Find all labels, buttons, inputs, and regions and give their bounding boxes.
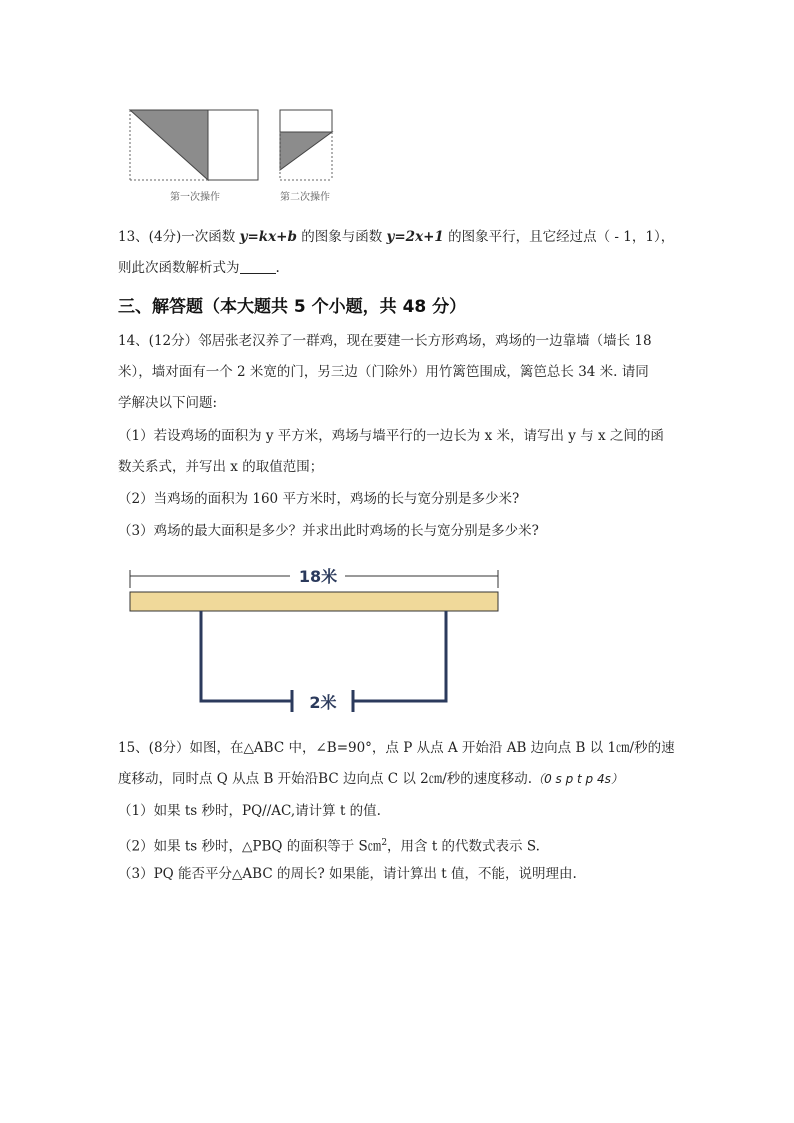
q13-text-c: 的图象平行，且它经过点（ - 1，1）， — [448, 229, 675, 245]
q14-part2: （2）当鸡场的面积为 160 平方米时，鸡场的长与宽分别是多少米? — [118, 491, 520, 507]
q15-part2 — [118, 833, 540, 857]
q13-text-d: 则此次函数解析式为 — [118, 260, 240, 276]
q15-line2 — [118, 769, 623, 789]
q13-answer-blank[interactable] — [240, 259, 276, 274]
q15-time-range: （0 s p t p 4s） — [532, 772, 623, 786]
second-op-gray-triangle — [280, 132, 332, 170]
section3-title: 三、解答题（本大题共 5 个小题，共 48 分） — [118, 297, 467, 317]
door-width-label: 2米 — [309, 693, 337, 712]
q15-part2-sup: 2 — [381, 838, 388, 848]
q14-line2: 米），墙对面有一个 2 米宽的门，另三边（门除外）用竹篱笆围成，篱笆总长 34 米. 请同 — [118, 364, 649, 380]
first-op-caption: 第一次操作 — [170, 192, 220, 203]
first-op-right-square — [208, 110, 258, 180]
first-op-gray-triangle — [130, 110, 208, 180]
q14-part1-line1: （1）若设鸡场的面积为 y 平方米，鸡场与墙平行的一边长为 x 米，请写出 y 与 x 之间的函 — [118, 428, 664, 444]
fence-right — [353, 611, 446, 701]
coop-figure — [120, 560, 510, 720]
q14-line3: 学解决以下问题: — [118, 395, 218, 411]
q15-part2-text-end: ，用含 t 的代数式表示 S. — [387, 838, 540, 855]
q13-func1: y=kx+b — [239, 229, 297, 245]
q15-part1: （1）如果 ts 秒时，PQ//AC,请计算 t 的值. — [118, 803, 381, 819]
q14-part1-line2: 数关系式，并写出 x 的取值范围； — [118, 459, 324, 475]
q13-func2: y=2x+1 — [386, 229, 444, 245]
q13-line2 — [118, 258, 280, 278]
wall-bar — [130, 592, 498, 611]
q13-text-b: 的图象与函数 — [301, 229, 383, 245]
q15-part2-text: （2）如果 ts 秒时，△PBQ 的面积等于 S㎝ — [118, 838, 382, 855]
q15-part3: （3）PQ 能否平分△ABC 的周长? 如果能，请计算出 t 值，不能，说明理由. — [118, 866, 577, 882]
q14-line1: 14、(12分）邻居张老汉养了一群鸡，现在要建一长方形鸡场，鸡场的一边靠墙（墙长 18 — [118, 333, 652, 349]
q15-line1: 15、(8分）如图，在△ABC 中，∠B=90°，点 P 从点 A 开始沿 AB 边向点 B 以 1㎝/秒的速 — [118, 740, 675, 756]
q13-text-a: 13、(4分)一次函数 — [118, 229, 236, 245]
q14-part3: （3）鸡场的最大面积是多少？并求出此时鸡场的长与宽分别是多少米? — [118, 523, 539, 539]
q15-line2-text: 度移动，同时点 Q 从点 B 开始沿BC 边向点 C 以 2㎝/秒的速度移动. — [118, 771, 533, 787]
q13-line1 — [118, 227, 674, 247]
q13-text-e: . — [275, 260, 280, 276]
second-op-top-rect — [280, 110, 332, 132]
wall-length-label: 18米 — [298, 567, 338, 586]
fence-left — [201, 611, 292, 701]
second-op-caption: 第二次操作 — [280, 192, 330, 203]
